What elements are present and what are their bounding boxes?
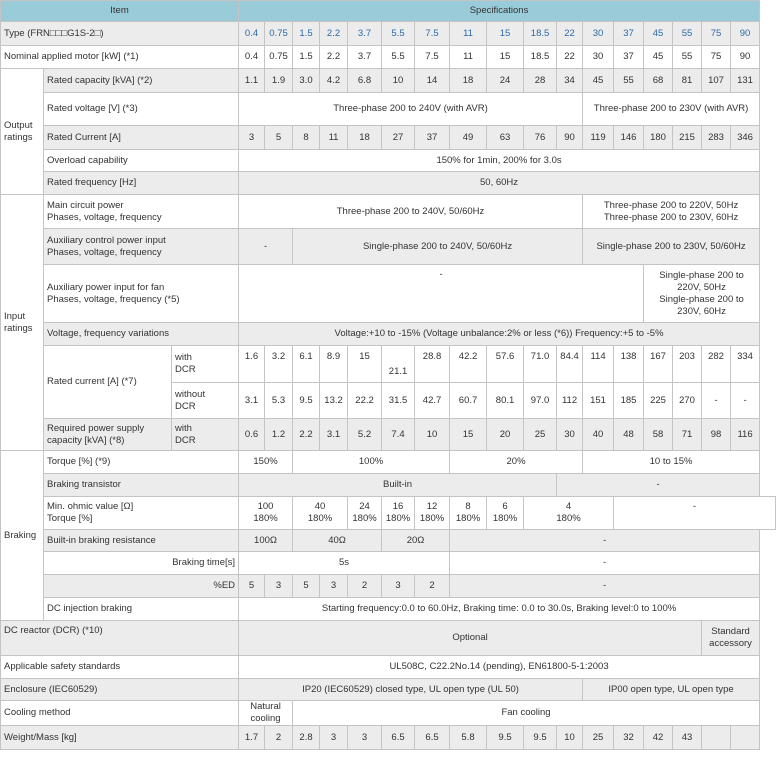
- current-value: 146: [614, 126, 644, 150]
- supply-capacity-value: 20: [487, 419, 524, 451]
- supply-capacity-value: 116: [731, 419, 760, 451]
- ohmic-torque: 180%: [556, 513, 581, 524]
- ohmic-torque: 180%: [352, 513, 377, 524]
- variation-label: Voltage, frequency variations: [44, 323, 239, 346]
- variation-value: Voltage:+10 to -15% (Voltage unbalance:2% or less (*6)) Frequency:+5 to -5%: [239, 323, 760, 346]
- supply-capacity-value: 48: [614, 419, 644, 451]
- main-circuit-label: [44, 195, 239, 229]
- input-current-without-dcr: 80.1: [487, 383, 524, 419]
- ohmic-value: 12: [426, 501, 438, 512]
- type-label: Type (FRN□□□G1S-2□): [1, 22, 239, 46]
- ohmic-value: 16: [392, 501, 404, 512]
- dc-reactor-row: [1, 621, 776, 656]
- aux-control-label-line1: Auxiliary control power input: [47, 234, 166, 246]
- supply-capacity-line1: Required power supply: [47, 422, 145, 434]
- input-current-with-dcr: 71.0: [524, 346, 557, 383]
- with-dcr-line1: with: [175, 352, 192, 363]
- braking-torque-value: 10 to 15%: [583, 451, 760, 474]
- overload-value: 150% for 1min, 200% for 3.0s: [239, 150, 760, 172]
- capacity-value: 28: [524, 69, 557, 93]
- current-value: 8: [293, 126, 320, 150]
- capacity-value: 1.9: [265, 69, 293, 93]
- input-current-with-dcr: 28.8: [415, 346, 450, 383]
- type-value: 55: [673, 22, 702, 46]
- rated-capacity-label: Rated capacity [kVA] (*2): [44, 69, 239, 93]
- aux-fan-value-60hz: Single-phase 200 to 230V, 60Hz: [659, 293, 744, 317]
- current-value: 63: [487, 126, 524, 150]
- ohmic-torque: 180%: [455, 513, 481, 524]
- ohmic-value-label: [44, 497, 239, 530]
- motor-label: Nominal applied motor [kW] (*1): [1, 46, 239, 69]
- input-current-with-dcr: 57.6: [487, 346, 524, 383]
- input-current-with-dcr: 167: [644, 346, 673, 383]
- overload-row: [1, 150, 776, 172]
- input-current-with-dcr: 1.6: [239, 346, 265, 383]
- ohmic-cell: [293, 497, 348, 530]
- weight-value: [702, 726, 731, 750]
- ed-dash: -: [450, 575, 760, 598]
- input-current-with-dcr: 21.1: [382, 346, 415, 383]
- dc-reactor-standard: [702, 621, 760, 656]
- aux-control-label-line2: Phases, voltage, frequency: [47, 246, 162, 258]
- weight-value: 5.8: [450, 726, 487, 750]
- supply-capacity-value: 30: [557, 419, 583, 451]
- supply-with-dcr-line2: DCR: [175, 434, 196, 446]
- rated-current-row: [1, 126, 776, 150]
- item-header: Item: [1, 1, 239, 22]
- rated-voltage-value: Three-phase 200 to 240V (with AVR): [239, 93, 583, 126]
- ohmic-value: 100: [257, 501, 274, 512]
- braking-resistance-value: 20Ω: [382, 530, 450, 552]
- braking-resistance-value: 100Ω: [239, 530, 293, 552]
- braking-torque-value: 20%: [450, 451, 583, 474]
- supply-capacity-value: 98: [702, 419, 731, 451]
- input-current-without-dcr: 22.2: [348, 383, 382, 419]
- motor-value: 18.5: [524, 46, 557, 69]
- type-value: 75: [702, 22, 731, 46]
- ohmic-torque: 180%: [492, 513, 518, 524]
- rated-frequency-label: Rated frequency [Hz]: [44, 172, 239, 195]
- main-circuit-label-line1: Main circuit power: [47, 199, 124, 211]
- braking-transistor-label: Braking transistor: [44, 474, 239, 497]
- aux-control-label: [44, 229, 239, 265]
- main-circuit-value-50hz: Three-phase 200 to 220V, 50Hz: [603, 199, 739, 211]
- ohmic-cell: [239, 497, 293, 530]
- current-value: 346: [731, 126, 760, 150]
- capacity-value: 81: [673, 69, 702, 93]
- supply-capacity-value: 71: [673, 419, 702, 451]
- motor-value: 30: [583, 46, 614, 69]
- aux-control-value: Single-phase 200 to 240V, 50/60Hz: [293, 229, 583, 265]
- input-ratings-group: Input ratings: [1, 195, 44, 451]
- weight-value: 3: [320, 726, 348, 750]
- motor-value: 3.7: [348, 46, 382, 69]
- input-current-without-dcr: 185: [614, 383, 644, 419]
- supply-capacity-value: 7.4: [382, 419, 415, 451]
- rated-frequency-value: 50, 60Hz: [239, 172, 760, 195]
- motor-row: [1, 46, 776, 69]
- ohmic-torque: 180%: [385, 513, 411, 524]
- type-value: 11: [450, 22, 487, 46]
- rated-voltage-label: Rated voltage [V] (*3): [44, 93, 239, 126]
- main-circuit-value: Three-phase 200 to 240V, 50/60Hz: [239, 195, 583, 229]
- aux-fan-label-line2: Phases, voltage, frequency (*5): [47, 293, 180, 305]
- aux-fan-label-line1: Auxiliary power input for fan: [47, 281, 165, 293]
- current-value: 37: [415, 126, 450, 150]
- braking-time-label: Braking time[s]: [44, 552, 239, 575]
- type-value: 18.5: [524, 22, 557, 46]
- ed-label: %ED: [44, 575, 239, 598]
- input-current-with-dcr: 15: [348, 346, 382, 383]
- rated-input-current-with-dcr-row: [1, 346, 776, 383]
- weight-value: 9.5: [487, 726, 524, 750]
- main-circuit-value-60hz: Three-phase 200 to 230V, 60Hz: [603, 211, 739, 223]
- input-current-without-dcr: 13.2: [320, 383, 348, 419]
- enclosure-label: Enclosure (IEC60529): [1, 679, 239, 701]
- dc-reactor-standard-line1: Standard: [711, 626, 750, 637]
- weight-value: 3: [348, 726, 382, 750]
- current-value: 283: [702, 126, 731, 150]
- input-current-without-dcr: 31.5: [382, 383, 415, 419]
- capacity-value: 24: [487, 69, 524, 93]
- supply-capacity-value: 1.2: [265, 419, 293, 451]
- main-circuit-value-high: [583, 195, 760, 229]
- cooling-label: Cooling method: [1, 701, 239, 726]
- input-current-without-dcr: -: [702, 383, 731, 419]
- ed-value: 5: [293, 575, 320, 598]
- braking-torque-value: 100%: [293, 451, 450, 474]
- weight-label: Weight/Mass [kg]: [1, 726, 239, 750]
- input-current-without-dcr: 151: [583, 383, 614, 419]
- motor-value: 5.5: [382, 46, 415, 69]
- ohmic-torque: 180%: [307, 513, 333, 524]
- capacity-value: 1.1: [239, 69, 265, 93]
- rated-capacity-row: [1, 69, 776, 93]
- cooling-natural: Natural cooling: [239, 701, 293, 726]
- input-current-with-dcr: 42.2: [450, 346, 487, 383]
- braking-resistance-dash: -: [450, 530, 760, 552]
- capacity-value: 4.2: [320, 69, 348, 93]
- braking-resistance-label: Built-in braking resistance: [44, 530, 239, 552]
- type-row: [1, 22, 776, 46]
- capacity-value: 107: [702, 69, 731, 93]
- weight-value: 43: [673, 726, 702, 750]
- current-value: 11: [320, 126, 348, 150]
- capacity-value: 6.8: [348, 69, 382, 93]
- safety-standards-value: UL508C, C22.2No.14 (pending), EN61800-5-1:2003: [239, 656, 760, 679]
- ohmic-label-line2: Torque [%]: [47, 513, 93, 524]
- braking-torque-label: Torque [%] (*9): [44, 451, 239, 474]
- type-value: 7.5: [415, 22, 450, 46]
- current-value: 180: [644, 126, 673, 150]
- type-value: 15: [487, 22, 524, 46]
- input-current-with-dcr: 8.9: [320, 346, 348, 383]
- motor-value: 22: [557, 46, 583, 69]
- variation-row: [1, 323, 776, 346]
- input-current-with-dcr: 138: [614, 346, 644, 383]
- motor-value: 90: [731, 46, 760, 69]
- input-current-with-dcr: 84.4: [557, 346, 583, 383]
- braking-torque-row: [1, 451, 776, 474]
- input-current-without-dcr: 112: [557, 383, 583, 419]
- input-current-without-dcr: 270: [673, 383, 702, 419]
- input-current-without-dcr: 60.7: [450, 383, 487, 419]
- motor-value: 7.5: [415, 46, 450, 69]
- weight-value: 6.5: [382, 726, 415, 750]
- rated-current-label: Rated Current [A]: [44, 126, 239, 150]
- motor-value: 11: [450, 46, 487, 69]
- capacity-value: 14: [415, 69, 450, 93]
- input-current-with-dcr: 282: [702, 346, 731, 383]
- braking-time-dash: -: [450, 552, 760, 575]
- type-value: 2.2: [320, 22, 348, 46]
- safety-standards-label: Applicable safety standards: [1, 656, 239, 679]
- weight-value: 2: [265, 726, 293, 750]
- dc-reactor-label: DC reactor (DCR) (*10): [1, 621, 239, 656]
- capacity-value: 131: [731, 69, 760, 93]
- type-value: 0.75: [265, 22, 293, 46]
- input-current-without-dcr: 97.0: [524, 383, 557, 419]
- ed-value: 3: [382, 575, 415, 598]
- weight-row: [1, 726, 776, 750]
- supply-capacity-value: 58: [644, 419, 673, 451]
- ohmic-torque: 180%: [253, 513, 278, 524]
- input-current-with-dcr: 203: [673, 346, 702, 383]
- type-value: 1.5: [293, 22, 320, 46]
- output-ratings-group: Output ratings: [1, 69, 44, 195]
- supply-with-dcr-label: [172, 419, 239, 451]
- ohmic-cell: [348, 497, 382, 530]
- ed-value: 2: [415, 575, 450, 598]
- ohmic-dash: -: [614, 497, 776, 530]
- supply-capacity-value: 10: [415, 419, 450, 451]
- input-current-without-dcr: 5.3: [265, 383, 293, 419]
- aux-control-dash: -: [239, 229, 293, 265]
- cooling-fan: Fan cooling: [293, 701, 760, 726]
- ohmic-value: 40: [314, 501, 326, 512]
- supply-capacity-row: [1, 419, 776, 451]
- dc-reactor-optional: Optional: [239, 621, 702, 656]
- weight-value: 25: [583, 726, 614, 750]
- ed-value: 5: [239, 575, 265, 598]
- type-value: 3.7: [348, 22, 382, 46]
- dc-injection-label: DC injection braking: [44, 598, 239, 621]
- aux-fan-value: [644, 265, 760, 323]
- aux-control-row: [1, 229, 776, 265]
- ed-value: 3: [320, 575, 348, 598]
- enclosure-value: IP20 (IEC60529) closed type, UL open type (UL 50): [239, 679, 583, 701]
- with-dcr-label: [172, 346, 239, 383]
- ed-value: 2: [348, 575, 382, 598]
- weight-value: 1.7: [239, 726, 265, 750]
- overload-label: Overload capability: [44, 150, 239, 172]
- supply-capacity-value: 40: [583, 419, 614, 451]
- rated-input-current-label: Rated current [A] (*7): [44, 346, 172, 419]
- weight-value: 10: [557, 726, 583, 750]
- current-value: 90: [557, 126, 583, 150]
- capacity-value: 10: [382, 69, 415, 93]
- main-circuit-row: [1, 195, 776, 229]
- capacity-value: 55: [614, 69, 644, 93]
- type-value: 90: [731, 22, 760, 46]
- capacity-value: 3.0: [293, 69, 320, 93]
- weight-value: 2.8: [293, 726, 320, 750]
- input-current-without-dcr: 3.1: [239, 383, 265, 419]
- braking-transistor-dash: -: [557, 474, 760, 497]
- motor-value: 37: [614, 46, 644, 69]
- dc-injection-value: Starting frequency:0.0 to 60.0Hz, Braking time: 0.0 to 30.0s, Braking level:0 to 100%: [239, 598, 760, 621]
- current-value: 119: [583, 126, 614, 150]
- supply-capacity-line2: capacity [kVA] (*8): [47, 434, 125, 446]
- ed-value: 3: [265, 575, 293, 598]
- braking-resistance-value: 40Ω: [293, 530, 382, 552]
- without-dcr-line1: without: [175, 388, 206, 400]
- current-value: 27: [382, 126, 415, 150]
- motor-value: 45: [644, 46, 673, 69]
- supply-capacity-value: 2.2: [293, 419, 320, 451]
- input-current-without-dcr: 42.7: [415, 383, 450, 419]
- aux-fan-label: [44, 265, 239, 323]
- ohmic-label-line1: Min. ohmic value [Ω]: [47, 501, 134, 512]
- braking-torque-value: 150%: [239, 451, 293, 474]
- without-dcr-line2: DCR: [175, 400, 196, 412]
- ohmic-value: 4: [565, 501, 572, 512]
- weight-value: [731, 726, 760, 750]
- input-current-without-dcr: 9.5: [293, 383, 320, 419]
- input-current-with-dcr: 6.1: [293, 346, 320, 383]
- supply-capacity-value: 15: [450, 419, 487, 451]
- motor-value: 0.4: [239, 46, 265, 69]
- aux-fan-row: [1, 265, 776, 323]
- input-current-without-dcr: 225: [644, 383, 673, 419]
- specifications-header: Specifications: [239, 1, 760, 22]
- supply-capacity-value: 3.1: [320, 419, 348, 451]
- ohmic-value: 24: [359, 501, 370, 512]
- current-value: 49: [450, 126, 487, 150]
- weight-value: 9.5: [524, 726, 557, 750]
- aux-control-value-high: Single-phase 200 to 230V, 50/60Hz: [583, 229, 760, 265]
- motor-value: 2.2: [320, 46, 348, 69]
- type-value: 0.4: [239, 22, 265, 46]
- capacity-value: 18: [450, 69, 487, 93]
- input-current-with-dcr: 3.2: [265, 346, 293, 383]
- current-value: 18: [348, 126, 382, 150]
- ohmic-torque: 180%: [419, 513, 445, 524]
- motor-value: 55: [673, 46, 702, 69]
- supply-capacity-value: 5.2: [348, 419, 382, 451]
- supply-capacity-label: [44, 419, 172, 451]
- motor-value: 75: [702, 46, 731, 69]
- motor-value: 1.5: [293, 46, 320, 69]
- aux-fan-value-50hz: Single-phase 200 to 220V, 50Hz: [659, 269, 744, 293]
- safety-standards-row: [1, 656, 776, 679]
- braking-time-value: 5s: [239, 552, 450, 575]
- dc-reactor-standard-line2: accessory: [709, 638, 752, 649]
- ohmic-cell: [450, 497, 487, 530]
- capacity-value: 45: [583, 69, 614, 93]
- current-value: 5: [265, 126, 293, 150]
- supply-with-dcr-line1: with: [175, 422, 192, 434]
- current-value: 3: [239, 126, 265, 150]
- without-dcr-label: [172, 383, 239, 419]
- enclosure-row: [1, 679, 776, 701]
- type-value: 5.5: [382, 22, 415, 46]
- weight-value: 6.5: [415, 726, 450, 750]
- weight-value: 42: [644, 726, 673, 750]
- ohmic-cell: [415, 497, 450, 530]
- type-value: 30: [583, 22, 614, 46]
- capacity-value: 68: [644, 69, 673, 93]
- braking-transistor-row: [1, 474, 776, 497]
- header-row: [1, 1, 776, 22]
- cooling-row: [1, 701, 776, 726]
- dc-injection-row: [1, 598, 776, 621]
- supply-capacity-value: 0.6: [239, 419, 265, 451]
- ohmic-cell: [382, 497, 415, 530]
- braking-resistance-row: [1, 530, 776, 552]
- motor-value: 15: [487, 46, 524, 69]
- type-value: 37: [614, 22, 644, 46]
- braking-group: Braking: [1, 451, 44, 621]
- type-value: 45: [644, 22, 673, 46]
- braking-time-row: [1, 552, 776, 575]
- motor-value: 0.75: [265, 46, 293, 69]
- ohmic-cell: [487, 497, 524, 530]
- rated-voltage-row: [1, 93, 776, 126]
- rated-voltage-value-high: Three-phase 200 to 230V (with AVR): [583, 93, 760, 126]
- ohmic-value: 8: [465, 501, 471, 512]
- ohmic-value: 6: [502, 501, 508, 512]
- ohmic-value-row: [1, 497, 776, 530]
- supply-capacity-value: 25: [524, 419, 557, 451]
- ohmic-cell: [524, 497, 614, 530]
- weight-value: 32: [614, 726, 644, 750]
- input-current-with-dcr: 334: [731, 346, 760, 383]
- main-circuit-label-line2: Phases, voltage, frequency: [47, 211, 162, 223]
- input-current-without-dcr: -: [731, 383, 760, 419]
- aux-fan-dash: -: [239, 265, 644, 323]
- current-value: 76: [524, 126, 557, 150]
- capacity-value: 34: [557, 69, 583, 93]
- type-value: 22: [557, 22, 583, 46]
- with-dcr-line2: DCR: [175, 364, 196, 375]
- current-value: 215: [673, 126, 702, 150]
- rated-frequency-row: [1, 172, 776, 195]
- input-current-with-dcr: 114: [583, 346, 614, 383]
- enclosure-value-high: IP00 open type, UL open type: [583, 679, 760, 701]
- braking-transistor-value: Built-in: [239, 474, 557, 497]
- ed-row: [1, 575, 776, 598]
